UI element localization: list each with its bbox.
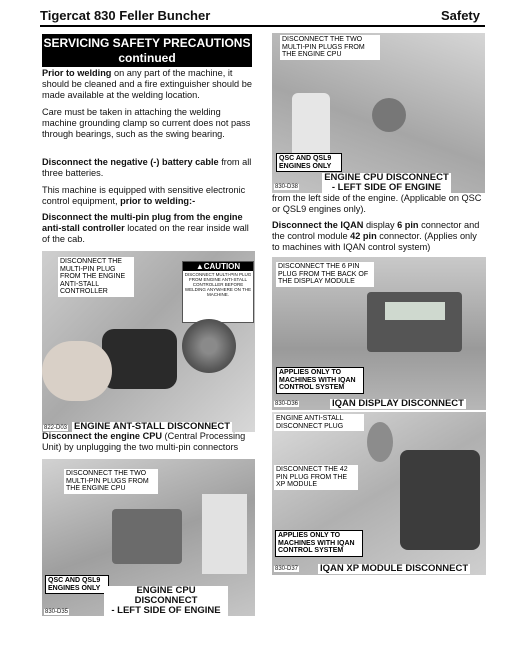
photo-iqan-display [272,257,486,410]
photo-caption: IQAN DISPLAY DISCONNECT [332,398,464,409]
anti-stall-plug [367,422,393,462]
photo-anti-stall [42,251,255,432]
paragraph-bold: Disconnect the negative (-) battery cable [42,157,219,167]
engine-part [202,494,247,574]
header-rule [40,25,485,27]
photo-label: DISCONNECT THE TWO MULTI-PIN PLUGS FROM THE ENGINE CPU [64,469,158,494]
document-title: Tigercat 830 Feller Buncher [40,8,211,23]
caution-title: ▲CAUTION [183,262,253,271]
photo-caption [104,586,228,616]
section-title: Safety [440,8,480,23]
photo-code: 830-D37 [275,566,299,572]
photo-engine-cpu-top [272,33,485,193]
paragraph-text: (Central Processing Unit) by unplugging the two multi-pin connectors [42,431,246,453]
paragraph-anti-stall [42,212,254,246]
photo-label: DISCONNECT THE MULTI-PIN PLUG FROM THE ENGINE ANTI-STALL CONTROLLER [58,257,134,297]
banner-subtitle: continued [118,51,176,65]
hand [42,341,112,401]
paragraph-text: located on the rear inside wall of the cab. [42,223,249,245]
paragraph-bold: Disconnect the IQAN [272,220,364,230]
photo-engine-cpu-bottom [42,459,255,616]
photo-code: 830-D38 [275,184,299,190]
photo-code: 830-D35 [45,609,69,615]
paragraph-bold: prior to welding:- [120,196,196,207]
photo-label: DISCONNECT THE 6 PIN PLUG FROM THE BACK OF THE DISPLAY MODULE [276,262,374,287]
photo-label-anti-stall: ENGINE ANTI-STALL DISCONNECT PLUG [274,414,364,431]
photo-caption: ENGINE ANT-STALL DISCONNECT [74,421,231,432]
photo-note: APPLIES ONLY TO MACHINES WITH IQAN CONTROL SYSTEM [276,367,364,394]
connector-plug [372,98,406,132]
paragraph-bold: Disconnect the engine CPU [42,431,162,441]
cpu-module [112,509,182,564]
photo-caption [322,173,451,193]
photo-label: DISCONNECT THE TWO MULTI-PIN PLUGS FROM THE ENGINE CPU [280,35,380,60]
paragraph-text: from all three batteries. [42,157,252,179]
photo-caption-line2: - LEFT SIDE OF ENGINE [111,605,221,616]
paragraph-cpu-continued: from the left side of the engine. (Applicable on QSC or QSL9 engines only). [272,193,482,215]
paragraph-bold: 42 pin [350,231,377,242]
photo-caption: IQAN XP MODULE DISCONNECT [320,563,469,574]
section-banner [42,34,252,67]
paragraph-text: display [363,220,398,230]
caution-sticker [182,261,254,323]
banner-title: SERVICING SAFETY PRECAUTIONS [43,36,251,50]
paragraph-iqan [272,220,486,254]
paragraph-text: This machine is equipped with sensitive electronic control equipment, [42,185,246,207]
photo-note: APPLIES ONLY TO MACHINES WITH IQAN CONTROL SYSTEM [275,530,363,557]
paragraph-text: connector and the control module [272,220,480,242]
xp-module [400,450,480,550]
plug-connector [102,329,177,389]
photo-label-42pin: DISCONNECT THE 42 PIN PLUG FROM THE XP MODULE [274,465,358,490]
photo-caption-line1: ENGINE CPU DISCONNECT [324,172,449,183]
photo-note: QSC AND QSL9 ENGINES ONLY [45,575,109,594]
photo-caption-line2: - LEFT SIDE OF ENGINE [331,182,442,193]
paragraph-text: connector. (Applies only to machines with IQAN control system) [272,231,477,253]
paragraph-bold: Prior to welding [42,68,112,78]
caution-text: DISCONNECT MULTI-PIN PLUG FROM ENGINE ANTI-STALL CONTROLLER BEFORE WELDING ANYWHERE ON THE MACHINE. [184,272,252,297]
paragraph-bold: Disconnect the multi-pin plug from the engine anti-stall controller [42,212,243,234]
photo-note: QSC AND QSL9 ENGINES ONLY [276,153,342,172]
socket-receptacle [182,319,236,373]
photo-iqan-xp-module [272,412,486,575]
paragraph-bold: 6 pin [397,220,419,230]
photo-code: 822-D03 [44,425,68,431]
display-screen [385,302,445,320]
paragraph-text: on any part of the machine, it should be cleaned and a fire extinguisher should be made available at the welding location. [42,68,252,101]
paragraph-welding [42,68,254,102]
paragraph-engine-cpu [42,431,254,453]
paragraph-battery [42,157,254,179]
display-module [367,292,462,352]
paragraph-grounding: Care must be taken in attaching the welding machine grounding clamp so current does not pass through bearings, such as the swing bearing. [42,107,251,140]
photo-caption-line1: ENGINE CPU DISCONNECT [134,585,198,606]
photo-code: 830-D36 [275,401,299,407]
paragraph-electronics [42,185,254,207]
